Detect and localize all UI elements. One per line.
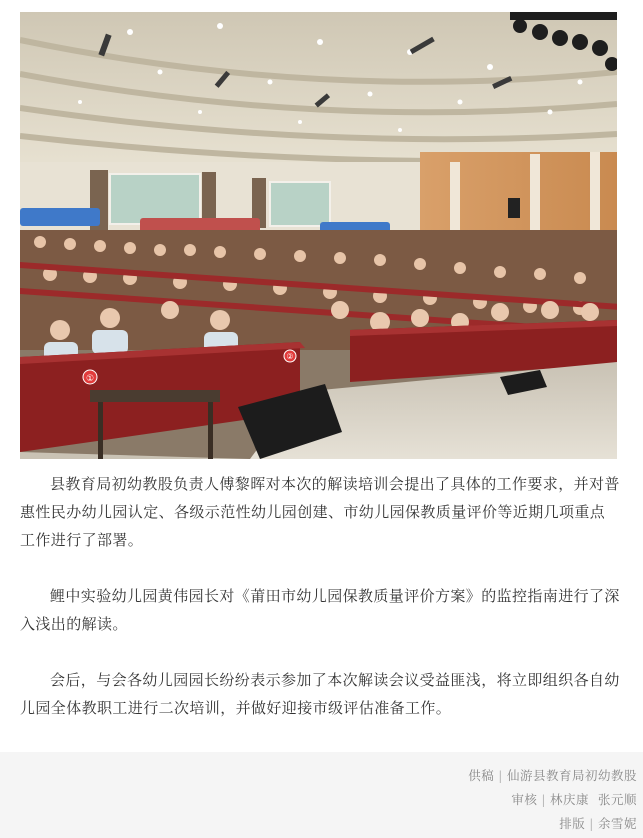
credit-label: 供稿 (468, 768, 495, 783)
credit-value: 仙游县教育局初幼教股 (506, 768, 637, 783)
credit-value: 余雪妮 (597, 816, 637, 831)
desk-label-1: ① (85, 374, 95, 384)
credits-footer (0, 752, 643, 838)
credit-value: 林庆康 张元顺 (550, 792, 637, 807)
credit-label: 排版 (559, 816, 586, 831)
article-paragraph-3: 会后，与会各幼儿园园长纷纷表示参加了本次解读会议受益匪浅，将立即组织各自幼儿园全体教职工进行二次培训，并做好迎接市级评估准备工作。 (20, 671, 620, 717)
credit-separator: | (498, 768, 503, 783)
credit-separator: | (541, 792, 547, 807)
article-paragraph-1: 县教育局初幼教股负责人傅黎晖对本次的解读培训会提出了具体的工作要求，并对普惠性民办幼儿园认定、各级示范性幼儿园创建、市幼儿园保教质量评价等近期几项重点工作进行了部署。 (20, 475, 620, 549)
credit-separator: | (589, 816, 594, 831)
credit-label: 审核 (511, 792, 538, 807)
desk-label-2: ② (286, 352, 294, 361)
credit-line-source (468, 766, 637, 784)
article-body (20, 470, 620, 722)
article-paragraph-2: 鲤中实验幼儿园黄伟园长对《莆田市幼儿园保教质量评价方案》的监控指南进行了深入浅出的解读。 (20, 587, 620, 633)
credit-line-layout (559, 814, 637, 832)
credit-line-review (511, 790, 637, 808)
meeting-photo (20, 12, 617, 459)
